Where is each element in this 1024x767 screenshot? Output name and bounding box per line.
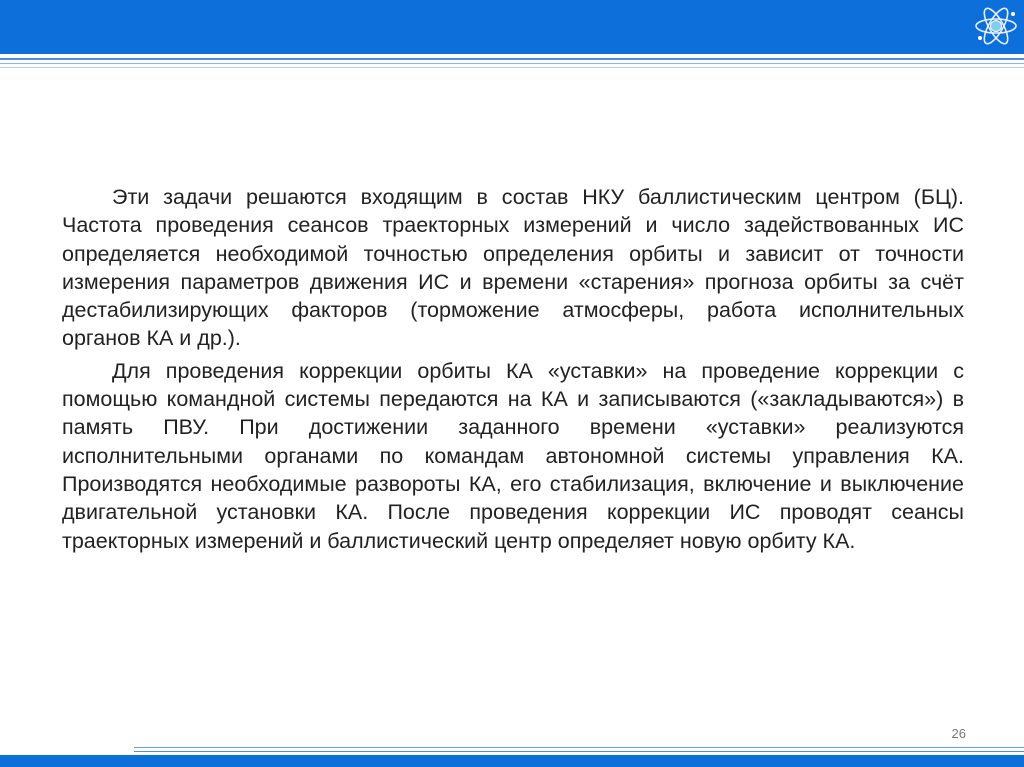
header-divider xyxy=(0,63,1024,64)
slide-body xyxy=(62,183,964,559)
footer-bar xyxy=(0,755,1024,767)
atom-icon xyxy=(968,0,1024,54)
footer-divider xyxy=(134,751,1024,752)
paragraph: Для проведения коррекции орбиты КА «уставки» на проведение коррекции с помощью командной системы передаются на КА и записываются («закладываются») в память ПВУ. При достижении заданного времени «уставки» реализуются исполнительными органами по командам автономной системы управления КА. Производятся необходимые развороты КА, его стабилизация, включение и выключение двигательной установки КА. После проведения коррекции ИС проводят сеансы траекторных измерений и баллистический центр определяет новую орбиту КА. xyxy=(62,358,964,553)
page-number: 26 xyxy=(951,726,966,741)
header-divider xyxy=(0,58,1024,60)
footer-divider xyxy=(134,747,1024,748)
paragraph: Эти задачи решаются входящим в состав НКУ баллистическим центром (БЦ). Частота проведения сеансов траекторных измерений и число задействованных ИС определяется необходимой точностью определения орбиты и зависит от точности измерения параметров движения ИС и времени «старения» прогноза орбиты за счёт дестабилизирующих факторов (торможение атмосферы, работа исполнительных органов КА и др.). xyxy=(62,185,964,351)
header-divider xyxy=(0,67,1024,68)
header-bar xyxy=(0,0,1024,54)
